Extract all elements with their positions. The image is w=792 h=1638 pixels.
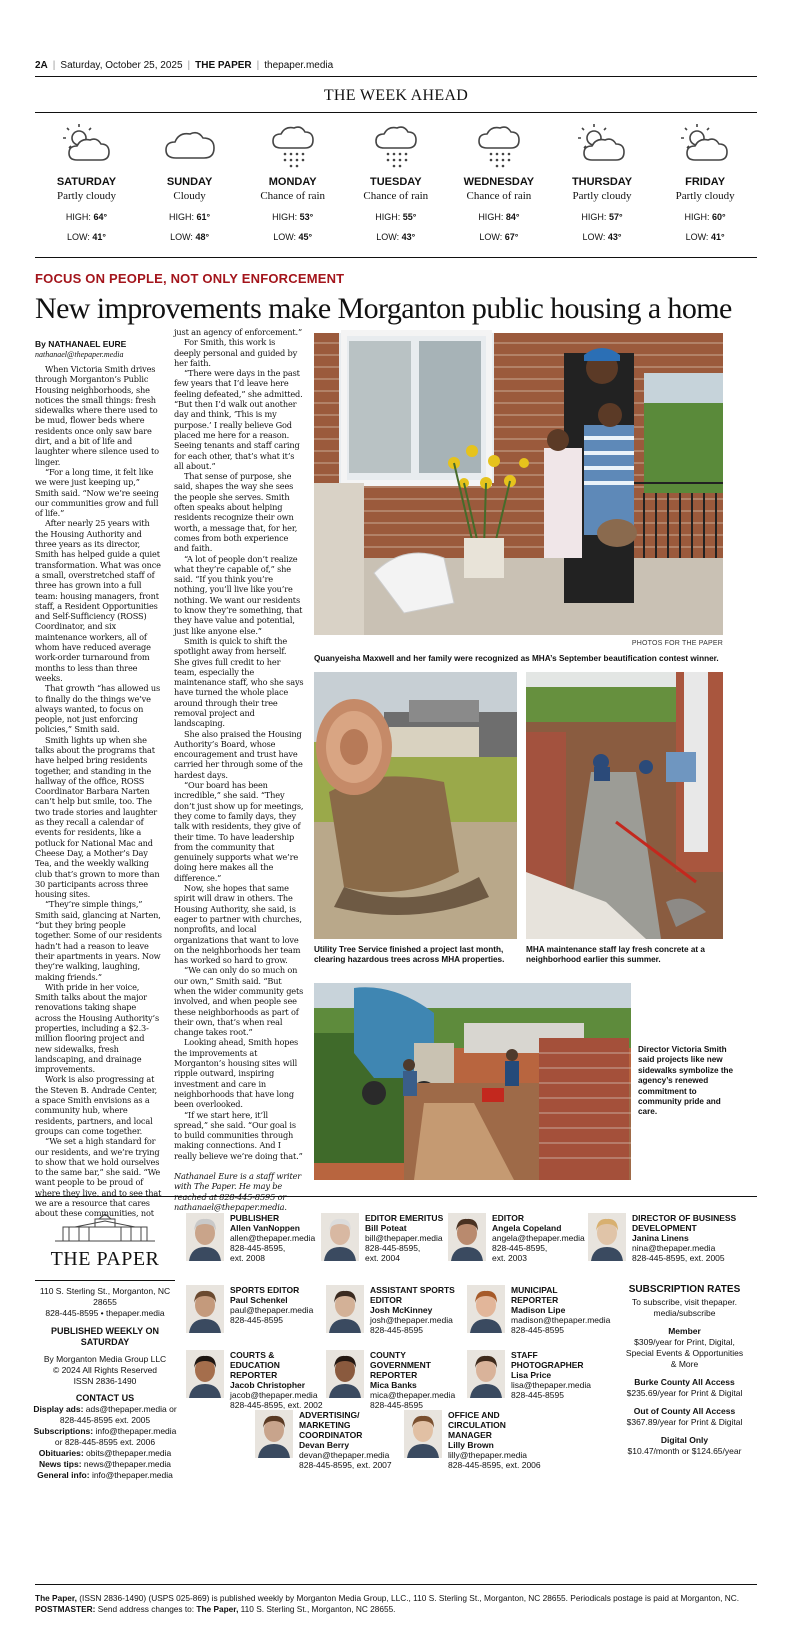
article-paragraph: Work is also progressing at the Steven B. Andrade Center, a space Smith envisions as a community hub, where residents, partners, and local groups can come together. xyxy=(35,1074,158,1136)
weather-low-value: 43° xyxy=(607,232,622,242)
footer-paper-name: The Paper, xyxy=(196,1603,239,1614)
tier-detail: $309/year for Print, Digital, Special Events & Opportunities & More xyxy=(625,1337,744,1369)
contact-label: Display ads: xyxy=(33,1404,84,1414)
staff-photo xyxy=(467,1285,505,1333)
weather-high: HIGH: 53° xyxy=(272,212,314,222)
cloudy-icon xyxy=(160,120,220,170)
staff-role: EDITOR EMERITUS xyxy=(365,1213,444,1223)
article-paragraph: With pride in her voice, Smith talks about the major renovations taking shape across the Housing Authority’s properties, including a $2.3-million flooring project and new sidewalks, fresh landscaping, and drainage improvements. xyxy=(35,981,160,1075)
weather-condition: Chance of rain xyxy=(363,190,429,202)
staff-email[interactable]: lisa@thepaper.media xyxy=(511,1380,591,1390)
staff-role: ADVERTISING/ MARKETING COORDINATOR xyxy=(299,1410,363,1440)
staff-email[interactable]: madison@thepaper.media xyxy=(511,1315,611,1325)
weather-day-friday xyxy=(654,120,757,242)
staff-phone: 828-445-8595, ext. 2005 xyxy=(632,1253,725,1263)
staff-email[interactable]: nina@thepaper.media xyxy=(632,1243,716,1253)
partly-cloudy-icon xyxy=(572,120,632,170)
caption-truck: Director Victoria Smith said projects like new sidewalks symbolize the agency’s renewed commitment to community pride and care. xyxy=(638,1045,734,1117)
courthouse-icon xyxy=(35,1213,175,1243)
tier-name: Out of County All Access xyxy=(633,1406,736,1416)
staff-role: COURTS & EDUCATION REPORTER xyxy=(230,1350,280,1380)
staff-name: Mica Banks xyxy=(370,1380,417,1390)
weather-high-value: 61° xyxy=(196,212,211,222)
weather-day-thursday xyxy=(551,120,654,242)
staff-member xyxy=(255,1410,392,1470)
portrait-icon xyxy=(321,1213,359,1261)
tree-stump-photo xyxy=(314,672,517,939)
staff-email[interactable]: devan@thepaper.media xyxy=(299,1450,390,1460)
byline: By NATHANAEL EURE xyxy=(35,339,127,349)
divider xyxy=(35,1280,175,1281)
weather-day-wednesday xyxy=(447,120,550,242)
family-photo xyxy=(314,333,723,635)
contact-value[interactable]: ads@thepaper.media or 828-445-8595 ext. 2005 xyxy=(59,1404,177,1425)
staff-ext: ext. 2008 xyxy=(230,1253,265,1263)
staff-name: Angela Copeland xyxy=(492,1223,562,1233)
weather-day-name: WEDNESDAY xyxy=(463,176,535,188)
article-paragraph: “We set a high standard for our residents, and we’re trying to show that we hold ourselves to the same bar,” she said. “We want people to be proud of where they live, and to see that we are a resource that cares about these communities, not xyxy=(35,1136,162,1219)
weather-day-tuesday xyxy=(344,120,447,242)
weather-day-name: TUESDAY xyxy=(370,176,422,188)
staff-member xyxy=(321,1213,443,1263)
weather-condition: Chance of rain xyxy=(466,190,532,202)
article-paragraph: She also praised the Housing Authority’s Board, whose encouragement and trust have carried her through some of the hardest days. xyxy=(174,728,303,780)
footer-paper-name: The Paper, xyxy=(35,1593,77,1603)
photo-credit: PHOTOS FOR THE PAPER xyxy=(631,640,723,647)
weather-condition: Chance of rain xyxy=(260,190,326,202)
staff-member xyxy=(404,1410,541,1470)
staff-phone: 828-445-8595 xyxy=(511,1325,564,1335)
contact-value[interactable]: info@thepaper.media xyxy=(91,1470,173,1480)
concrete-truck-photo xyxy=(314,983,631,1180)
article-column-1 xyxy=(35,364,163,1219)
staff-phone: 828-445-8595 xyxy=(511,1390,564,1400)
article-paragraph: For Smith, this work is deeply personal and guided by her faith. xyxy=(174,337,298,368)
partly-cloudy-icon xyxy=(57,120,117,170)
weather-low: LOW: 48° xyxy=(170,232,210,242)
staff-member xyxy=(326,1285,460,1335)
divider xyxy=(35,257,757,258)
caption-concrete: MHA maintenance staff lay fresh concrete at a neighborhood earlier this summer. xyxy=(526,945,705,965)
staff-photo xyxy=(321,1213,359,1261)
article-paragraph: Looking ahead, Smith hopes the improvements at Morganton’s housing sites will ripple outward, inspiring investment and care in neighborhoods that have long been overlooked. xyxy=(174,1037,299,1110)
issue-date: Saturday, October 25, 2025 xyxy=(60,60,183,71)
weather-low-value: 41° xyxy=(92,232,106,242)
contact-label: General info: xyxy=(37,1470,90,1480)
site-link[interactable]: thepaper.media xyxy=(264,60,334,71)
article-paragraph: That growth “has allowed us to finally do the things we’ve always wanted, to focus on people, not just enforcing policies,” Smith said. xyxy=(35,683,161,735)
staff-phone: 828-445-8595, xyxy=(365,1243,421,1253)
phone-site: 828-445-8595 • thepaper.media xyxy=(45,1308,165,1318)
copyright: © 2024 All Rights Reserved xyxy=(52,1365,158,1375)
staff-member xyxy=(186,1350,323,1410)
staff-photo xyxy=(186,1213,224,1261)
weather-condition: Partly cloudy xyxy=(57,190,116,202)
article-paragraph: That sense of purpose, she said, shapes the way she sees the people she serves. Smith often speaks about helping residents recognize their own worth, a message that, for her, comes from both experience and faith. xyxy=(174,471,298,554)
byline-email[interactable]: nathanael@thepaper.media xyxy=(35,350,124,359)
article-paragraph: “We can only do so much on our own,” Smith said. “But when the wider community gets involved, and when people see these neighborhoods as part of their own, that’s when real change takes root.” xyxy=(174,965,304,1038)
weather-low-value: 48° xyxy=(195,232,210,242)
page-header: 2A | Saturday, October 25, 2025 | THE PAPER | thepaper.media xyxy=(35,55,757,77)
rain-icon xyxy=(263,120,323,170)
staff-role: STAFF PHOTOGRAPHER xyxy=(511,1350,584,1370)
staff-email[interactable]: josh@thepaper.media xyxy=(370,1315,453,1325)
staff-email[interactable]: jacob@thepaper.media xyxy=(230,1390,318,1400)
article-paragraph: Now, she hopes that same spirit will draw in others. The Housing Authority, she said, is eager to partner with churches, nonprofits, and local organizations that want to love on the neighborhoods her team has worked so hard to grow. xyxy=(174,883,302,966)
author-tagline: Nathanael Eure is a staff writer with The Paper. He may be reached at 828-445-8595 or nathanael@thepaper.media. xyxy=(174,1171,302,1212)
masthead-logo-text: THE PAPER xyxy=(50,1248,160,1270)
weather-high-value: 55° xyxy=(402,212,417,222)
staff-member xyxy=(326,1350,460,1410)
staff-name: Lilly Brown xyxy=(448,1440,494,1450)
weather-condition: Partly cloudy xyxy=(675,190,735,202)
weather-day-monday xyxy=(241,120,344,242)
subscription-title: SUBSCRIPTION RATES xyxy=(628,1284,741,1295)
staff-phone: 828-445-8595, ext. 2007 xyxy=(299,1460,392,1470)
masthead-info xyxy=(30,1286,180,1481)
weather-low: LOW: 41° xyxy=(685,232,725,242)
weather-high: HIGH: 64° xyxy=(65,212,108,222)
staff-email[interactable]: bill@thepaper.media xyxy=(365,1233,443,1243)
staff-email[interactable]: allen@thepaper.media xyxy=(230,1233,316,1243)
staff-phone: 828-445-8595, xyxy=(230,1243,286,1253)
publication-schedule: PUBLISHED WEEKLY ON SATURDAY xyxy=(50,1326,160,1347)
paper-name: THE PAPER xyxy=(195,60,252,71)
weather-low-value: 67° xyxy=(504,232,519,242)
staff-role: ASSISTANT SPORTS EDITOR xyxy=(370,1285,455,1305)
staff-email[interactable]: mica@thepaper.media xyxy=(370,1390,456,1400)
contact-item[interactable] xyxy=(30,1404,180,1426)
rain-icon xyxy=(366,120,426,170)
weather-low: LOW: 43° xyxy=(582,232,622,242)
weather-high: HIGH: 55° xyxy=(375,212,417,222)
weather-low: LOW: 43° xyxy=(376,232,416,242)
concrete-photo xyxy=(526,672,723,939)
contact-value[interactable]: news@thepaper.media xyxy=(83,1459,171,1469)
article-headline: New improvements make Morganton public housing a home xyxy=(35,292,732,325)
partly-cloudy-icon xyxy=(675,120,735,170)
staff-role: DIRECTOR OF BUSINESS DEVELOPMENT xyxy=(632,1213,737,1233)
weather-day-name: SATURDAY xyxy=(56,176,117,188)
article-paragraph: After nearly 25 years with the Housing Authority and three years as its director, Smith has helped guide a quiet transformation. What was once a small, overstretched staff of three has grown into a full team: housing managers, front staff, a Resident Opportunities and Self-Sufficiency (ROSS) Coordinator, and six maintenance workers, all of whom have reduced average work-order turnaround from months to less than three weeks. xyxy=(35,518,161,683)
subscription-tier xyxy=(612,1326,757,1370)
tier-name: Burke County All Access xyxy=(634,1377,735,1387)
staff-photo xyxy=(467,1350,505,1398)
issn: ISSN 2836-1490 xyxy=(73,1376,137,1386)
staff-name: Allen VanNoppen xyxy=(230,1223,300,1233)
portrait-icon xyxy=(404,1410,442,1458)
staff-name: Paul Schenkel xyxy=(230,1295,288,1305)
staff-phone: 828-445-8595 xyxy=(230,1315,283,1325)
weather-low: LOW: 41° xyxy=(67,232,106,242)
portrait-icon xyxy=(588,1213,626,1261)
weather-low-value: 43° xyxy=(401,232,416,242)
contact-label: Obituaries: xyxy=(38,1448,84,1458)
staff-phone: 828-445-8595 xyxy=(370,1400,423,1410)
portrait-icon xyxy=(186,1350,224,1398)
weather-high-value: 60° xyxy=(712,212,726,222)
portrait-icon xyxy=(467,1350,505,1398)
contact-item[interactable] xyxy=(30,1448,180,1459)
footer-text: 110 S. Sterling St., Morganton, NC 28655. xyxy=(238,1603,396,1614)
portrait-icon xyxy=(467,1285,505,1333)
staff-role: EDITOR xyxy=(492,1213,524,1223)
staff-role: SPORTS EDITOR xyxy=(230,1285,300,1295)
tier-detail: $235.69/year for Print & Digital xyxy=(626,1388,743,1398)
contact-label: News tips: xyxy=(39,1459,82,1469)
staff-phone: 828-445-8595, xyxy=(492,1243,548,1253)
staff-role: COUNTY GOVERNMENT REPORTER xyxy=(370,1350,431,1380)
staff-name: Lisa Price xyxy=(511,1370,552,1380)
tier-detail: $367.89/year for Print & Digital xyxy=(626,1417,743,1427)
contact-label: Subscriptions: xyxy=(33,1426,94,1436)
contact-value[interactable]: obits@thepaper.media xyxy=(86,1448,172,1458)
divider xyxy=(35,112,757,113)
footer-text: (ISSN 2836-1490) (USPS 025-869) is published weekly by Morganton Media Group, LLC., 110 S. Sterling St., Morganton, NC 28655. Periodicals postage is paid at Morganton, NC. xyxy=(76,1593,740,1603)
portrait-icon xyxy=(255,1410,293,1458)
staff-email[interactable]: angela@thepaper.media xyxy=(492,1233,585,1243)
weather-condition: Partly cloudy xyxy=(572,190,632,202)
portrait-icon xyxy=(186,1213,224,1261)
staff-photo xyxy=(326,1350,364,1398)
staff-name: Bill Poteat xyxy=(365,1223,407,1233)
staff-member xyxy=(467,1285,610,1335)
weather-condition: Cloudy xyxy=(173,190,206,202)
publisher-company: By Morganton Media Group LLC xyxy=(43,1354,167,1364)
portrait-icon xyxy=(326,1350,364,1398)
contact-list xyxy=(30,1404,180,1481)
tier-name: Digital Only xyxy=(660,1435,709,1445)
article-paragraph: “They’re simple things,” Smith said, glancing at Narten, “but they bring people together. Some of our residents hadn’t had a reason to leave their apartments in years. Now they’re walking, laughing, making friends.” xyxy=(35,899,162,982)
staff-member xyxy=(588,1213,742,1263)
weather-day-sunday xyxy=(138,120,241,242)
portrait-icon xyxy=(448,1213,486,1261)
staff-photo xyxy=(186,1350,224,1398)
staff-role: PUBLISHER xyxy=(230,1213,280,1223)
divider xyxy=(35,1196,757,1197)
weather-high: HIGH: 60° xyxy=(684,212,726,222)
staff-role: OFFICE AND CIRCULATION MANAGER xyxy=(448,1410,506,1440)
staff-photo xyxy=(404,1410,442,1458)
weather-day-name: SUNDAY xyxy=(166,176,213,188)
weather-high: HIGH: 84° xyxy=(478,212,520,222)
staff-name: Josh McKinney xyxy=(370,1305,433,1315)
weather-day-name: FRIDAY xyxy=(685,176,726,188)
contact-item[interactable] xyxy=(30,1459,180,1470)
subscription-tier xyxy=(612,1435,757,1457)
article-paragraph: “A lot of people don’t realize what they’re capable of,” she said. “If you think you’re nothing, you’ll live like you’re nothing. We want our residents to know they’re something, that they have value and potential, just like anyone else.” xyxy=(174,553,303,636)
weather-day-saturday xyxy=(35,120,138,242)
article-paragraph: When Victoria Smith drives through Morganton’s Public Housing neighborhoods, she notices the small things: fresh sidewalks where there used to be mud, flower beds where residents once only saw bare dirt, and a bit of life and laughter where silence used to linger. xyxy=(35,364,159,467)
address: 110 S. Sterling St., Morganton, NC 28655 xyxy=(39,1286,171,1307)
weather-low-value: 41° xyxy=(710,232,725,242)
staff-member xyxy=(467,1350,601,1400)
week-ahead-title: THE WEEK AHEAD xyxy=(323,87,469,104)
divider xyxy=(35,1584,757,1585)
staff-photo xyxy=(448,1213,486,1261)
contact-value[interactable]: info@thepaper.media or 828-445-8595 ext. 2006 xyxy=(54,1426,177,1447)
weather-low: LOW: 67° xyxy=(479,232,519,242)
weather-day-name: THURSDAY xyxy=(571,176,633,188)
rain-icon xyxy=(469,120,529,170)
staff-member xyxy=(448,1213,585,1263)
staff-ext: ext. 2004 xyxy=(365,1253,400,1263)
staff-email[interactable]: lilly@thepaper.media xyxy=(448,1450,528,1460)
footer-text: Send address changes to: xyxy=(95,1603,197,1614)
page-number: 2A xyxy=(35,60,48,71)
weather-low-value: 45° xyxy=(298,232,313,242)
staff-photo xyxy=(588,1213,626,1261)
contact-title: CONTACT US xyxy=(75,1393,135,1403)
article-paragraph: Smith is quick to shift the spotlight away from herself. She gives full credit to her team, especially the maintenance staff, who she says have turned the whole place around through their tree removal project and landscaping. xyxy=(174,635,304,729)
caption-tree: Utility Tree Service finished a project last month, clearing hazardous trees across MHA properties. xyxy=(314,945,505,965)
article-paragraph: “For a long time, it felt like we were just keeping up,” Smith said. “Now we’re seeing our communities grow and full of life.” xyxy=(35,466,159,519)
article-paragraph: “There were days in the past few years that I’d leave here feeling defeated,” she admitted. “But then I’d walk out another day and think, ‘This is my purpose.’ I really believe God placed me here for a reason. Seeing tenants and staff caring for each other, that’s what it’s all about.” xyxy=(174,368,303,471)
staff-member xyxy=(186,1213,315,1263)
subscription-intro[interactable]: To subscribe, visit thepaper. media/subscribe xyxy=(632,1297,737,1318)
subscription-tier xyxy=(612,1377,757,1399)
staff-ext: ext. 2003 xyxy=(492,1253,527,1263)
weather-high-value: 53° xyxy=(299,212,314,222)
article-paragraph: “Our board has been incredible,” she said. “They don’t just show up for meetings, they come to family days, they talk with residents, they give of their time. To have leadership from the community that genuinely supports what we’re doing here makes all the difference.” xyxy=(174,780,304,883)
weather-low: LOW: 45° xyxy=(273,232,313,242)
staff-name: Devan Berry xyxy=(299,1440,350,1450)
weather-high-value: 84° xyxy=(505,212,520,222)
staff-photo xyxy=(255,1410,293,1458)
masthead-logo xyxy=(35,1213,175,1270)
footer-postmaster: POSTMASTER: xyxy=(35,1603,96,1614)
staff-phone: 828-445-8595, ext. 2002 xyxy=(230,1400,323,1410)
staff-phone: 828-445-8595, ext. 2006 xyxy=(448,1460,541,1470)
contact-item[interactable] xyxy=(30,1426,180,1448)
staff-name: Madison Lipe xyxy=(511,1305,566,1315)
staff-name: Jacob Christopher xyxy=(230,1380,306,1390)
article-paragraph: Smith lights up when she talks about the programs that have helped bring residents together, and standing in the hallway of the office, ROSS Coordinator Barbara Narten can’t help but smile, too. The two trade stories and laughter as they recall a calendar of events for residents, like a potluck for National Mac and Cheese Day, a Mother’s Day Tea, and the weekly walking club that’s grown to more than 30 participants across three housing sites. xyxy=(35,734,160,900)
staff-email[interactable]: paul@thepaper.media xyxy=(230,1305,314,1315)
tier-detail: $10.47/month or $124.65/year xyxy=(627,1446,742,1456)
weather-high: HIGH: 57° xyxy=(581,212,623,222)
legal-footer xyxy=(35,1593,757,1614)
article-paragraph: just an agency of enforcement.” xyxy=(174,327,303,337)
tier-name: Member xyxy=(668,1326,701,1336)
subscription-tiers xyxy=(612,1326,757,1457)
weather-day-name: MONDAY xyxy=(268,176,317,188)
subscription-box xyxy=(612,1284,757,1457)
portrait-icon xyxy=(186,1285,224,1333)
staff-role: MUNICIPAL REPORTER xyxy=(511,1285,559,1305)
staff-member xyxy=(186,1285,313,1333)
caption-family: Quanyeisha Maxwell and her family were recognized as MHA’s September beautification contest winner. xyxy=(314,654,719,663)
weather-high-value: 64° xyxy=(93,212,108,222)
article-column-2 xyxy=(174,327,304,1212)
weather-high: HIGH: 61° xyxy=(169,212,211,222)
article-paragraph: “If we start here, it’ll spread,” she said. “Our goal is to build communities through making connections. And I really believe we’re doing that.” xyxy=(174,1109,303,1161)
staff-photo xyxy=(326,1285,364,1333)
weather-high-value: 57° xyxy=(608,212,623,222)
subscription-tier xyxy=(612,1406,757,1428)
article-kicker: FOCUS ON PEOPLE, NOT ONLY ENFORCEMENT xyxy=(35,271,345,286)
contact-item[interactable] xyxy=(30,1470,180,1481)
staff-phone: 828-445-8595 xyxy=(370,1325,423,1335)
staff-name: Janina Linens xyxy=(632,1233,689,1243)
portrait-icon xyxy=(326,1285,364,1333)
staff-photo xyxy=(186,1285,224,1333)
